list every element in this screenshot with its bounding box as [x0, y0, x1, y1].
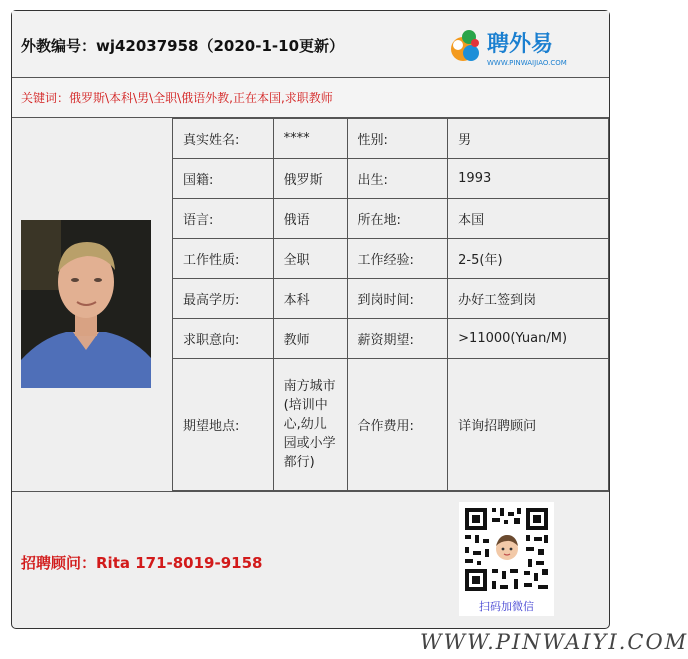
name-label: 真实姓名:: [173, 119, 274, 159]
job-intent-value: 教师: [273, 319, 347, 359]
teacher-profile-card: [11, 10, 610, 629]
nationality-value: 俄罗斯: [273, 159, 347, 199]
logo-icon: [449, 25, 601, 69]
table-row: [173, 279, 609, 319]
photo-cell: [12, 118, 173, 490]
education-label: 最高学历:: [173, 279, 274, 319]
name-value: ****: [273, 119, 347, 159]
education-value: 本科: [273, 279, 347, 319]
logo-url: WWW.PINWAIJIAO.COM: [487, 59, 567, 67]
pinwaiyi-logo[interactable]: [449, 25, 601, 69]
start-time-label: 到岗时间:: [347, 279, 448, 319]
job-intent-label: 求职意向:: [173, 319, 274, 359]
table-row: [173, 199, 609, 239]
nationality-label: 国籍:: [173, 159, 274, 199]
logo-text: 聘外易: [487, 32, 554, 57]
profile-id-title: 外教编号：wj42037958（2020-1-10更新）: [21, 37, 345, 55]
language-label: 语言:: [173, 199, 274, 239]
table-row: [173, 159, 609, 199]
birth-label: 出生:: [347, 159, 448, 199]
preferred-location-label: 期望地点:: [173, 359, 274, 491]
salary-label: 薪资期望:: [347, 319, 448, 359]
teacher-photo[interactable]: [21, 220, 151, 388]
profile-table: [172, 118, 609, 491]
birth-value: 1993: [448, 159, 609, 199]
qr-code-icon: [459, 502, 554, 597]
qr-label: 扫码加微信: [479, 600, 534, 613]
location-value: 本国: [448, 199, 609, 239]
experience-label: 工作经验:: [347, 239, 448, 279]
profile-header: [12, 11, 609, 78]
location-label: 所在地:: [347, 199, 448, 239]
language-value: 俄语: [273, 199, 347, 239]
table-row: [173, 239, 609, 279]
wechat-qr-code[interactable]: [459, 502, 554, 616]
table-row: [173, 119, 609, 159]
preferred-location-value: 南方城市(培训中心,幼儿园或小学都行): [273, 359, 347, 491]
salary-value: >11000(Yuan/M): [448, 319, 609, 359]
profile-footer: [12, 491, 609, 629]
fee-label: 合作费用:: [347, 359, 448, 491]
keywords-row: [12, 78, 609, 118]
portrait-image: [21, 220, 151, 388]
fee-value: 详询招聘顾问: [448, 359, 609, 491]
table-row: [173, 359, 609, 491]
job-type-value: 全职: [273, 239, 347, 279]
table-row: [173, 319, 609, 359]
gender-label: 性别:: [347, 119, 448, 159]
consultant-contact: 招聘顾问：Rita 171-8019-9158: [21, 554, 263, 572]
start-time-value: 办好工签到岗: [448, 279, 609, 319]
keywords-text: 关键词：俄罗斯\本科\男\全职\俄语外教,正在本国,求职教师: [21, 91, 333, 105]
gender-value: 男: [448, 119, 609, 159]
experience-value: 2-5(年): [448, 239, 609, 279]
site-watermark: WWW.PINWAIYI.COM: [420, 630, 688, 654]
job-type-label: 工作性质:: [173, 239, 274, 279]
